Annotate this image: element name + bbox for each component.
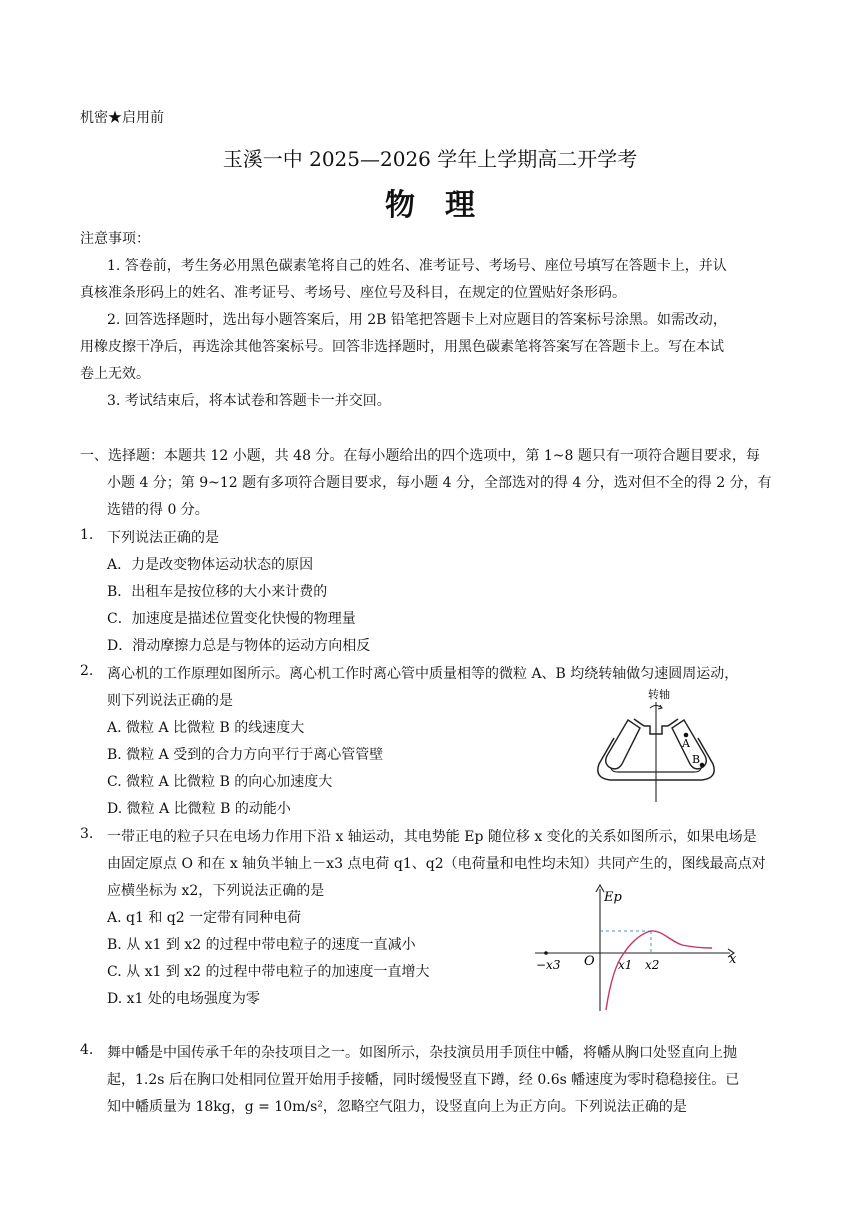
q1-number: 1.: [80, 527, 94, 543]
confidential-label: 机密★启用前: [80, 110, 164, 126]
section-1-line-2: 小题 4 分；第 9~12 题有多项符合题目要求，每小题 4 分，全部选对的得 4 分，选对但不全的得 2 分，有: [107, 475, 772, 491]
q1-option-b: B．出租车是按位移的大小来计费的: [107, 584, 328, 600]
q3-stem-line-1: 一带正电的粒子只在电场力作用下沿 x 轴运动，其电势能 Ep 随位移 x 变化的关系如图所示，如果电场是: [107, 829, 757, 845]
neg-x3-label: −x3: [536, 958, 561, 972]
q2-option-d: D. 微粒 A 比微粒 B 的动能小: [107, 801, 291, 817]
q2-option-b: B. 微粒 A 受到的合力方向平行于离心管管壁: [107, 747, 384, 763]
q2-option-c: C. 微粒 A 比微粒 B 的向心加速度大: [107, 774, 333, 790]
q3-option-a: A. q1 和 q2 一定带有同种电荷: [107, 910, 302, 926]
subject-title: 物 理: [385, 188, 475, 223]
x2-label: x2: [645, 958, 660, 972]
notes-heading: 注意事项：: [80, 231, 150, 247]
x1-label: x1: [618, 958, 633, 972]
q4-line-3: 知中幡质量为 18kg，g = 10m/s²，忽略空气阻力，设竖直向上为正方向。下列说法正确的是: [107, 1099, 687, 1115]
particle-b-label: B: [692, 753, 701, 766]
y-axis-label: Ep: [604, 890, 622, 905]
section-1-line-1: 一、选择题：本题共 12 小题，共 48 分。在每小题给出的四个选项中，第 1~8 题只有一项符合题目要求，每: [80, 448, 760, 464]
q1-option-c: C．加速度是描述位置变化快慢的物理量: [107, 611, 356, 627]
q3-option-d: D. x1 处的电场强度为零: [107, 991, 260, 1007]
q4-line-2: 起，1.2s 后在胸口处相同位置开始用手接幡，同时缓慢竖直下蹲，经 0.6s 幡速度为零时稳稳接住。已: [107, 1072, 740, 1088]
q3-stem-line-3: 应横坐标为 x2，下列说法正确的是: [107, 883, 325, 899]
note-3: 3. 考试结束后，将本试卷和答题卡一并交回。: [107, 393, 391, 409]
exam-title: 玉溪一中 2025—2026 学年上学期高二开学考: [222, 147, 638, 171]
q3-stem-line-2: 由固定原点 O 和在 x 轴负半轴上－x3 点电荷 q1、q2（电荷量和电性均未知）共同产生的，图线最高点对: [107, 856, 766, 872]
note-2-line-2: 用橡皮擦干净后，再选涂其他答案标号。回答非选择题时，用黑色碳素笔将答案写在答题卡上。写在本试: [80, 339, 724, 355]
note-1-line-2: 真核准条形码上的姓名、准考证号、考场号、座位号及科目，在规定的位置贴好条形码。: [80, 285, 626, 301]
left-tube: [606, 719, 644, 769]
x-axis-label: x: [729, 952, 737, 967]
q2-number: 2.: [80, 663, 94, 679]
centrifuge-figure: [592, 686, 722, 804]
q3-number: 3.: [80, 826, 94, 842]
ep-x-graph: [530, 883, 750, 1013]
particle-b: [700, 763, 705, 768]
note-1-line-1: 1. 答卷前，考生务必用黑色碳素笔将自己的姓名、准考证号、考场号、座位号填写在答题卡上，并认: [107, 258, 727, 274]
neg-x3-point: [544, 951, 548, 955]
note-2-line-3: 卷上无效。: [80, 366, 150, 382]
q2-stem-line-2: 则下列说法正确的是: [107, 693, 233, 709]
origin-label: O: [584, 954, 595, 969]
q3-option-c: C. 从 x1 到 x2 的过程中带电粒子的加速度一直增大: [107, 964, 430, 980]
q1-stem: 下列说法正确的是: [107, 530, 219, 546]
section-1-line-3: 选错的得 0 分。: [107, 502, 209, 518]
axis-label: 转轴: [648, 688, 670, 701]
q4-number: 4.: [80, 1042, 94, 1058]
note-2-line-1: 2. 回答选择题时，选出每小题答案后，用 2B 铅笔把答题卡上对应题目的答案标号涂黑。如需改动，: [107, 312, 727, 328]
q4-line-1: 舞中幡是中国传承千年的杂技项目之一。如图所示，杂技演员用手顶住中幡，将幡从胸口处竖直向上抛: [107, 1045, 737, 1061]
q2-stem-line-1: 离心机的工作原理如图所示。离心机工作时离心管中质量相等的微粒 A、B 均绕转轴做匀速圆周运动，: [107, 666, 739, 682]
q3-option-b: B. 从 x1 到 x2 的过程中带电粒子的速度一直减小: [107, 937, 416, 953]
q2-option-a: A. 微粒 A 比微粒 B 的线速度大: [107, 720, 305, 736]
particle-a-label: A: [682, 737, 690, 750]
q1-option-d: D．滑动摩擦力总是与物体的运动方向相反: [107, 638, 371, 654]
q1-option-a: A．力是改变物体运动状态的原因: [107, 557, 314, 573]
